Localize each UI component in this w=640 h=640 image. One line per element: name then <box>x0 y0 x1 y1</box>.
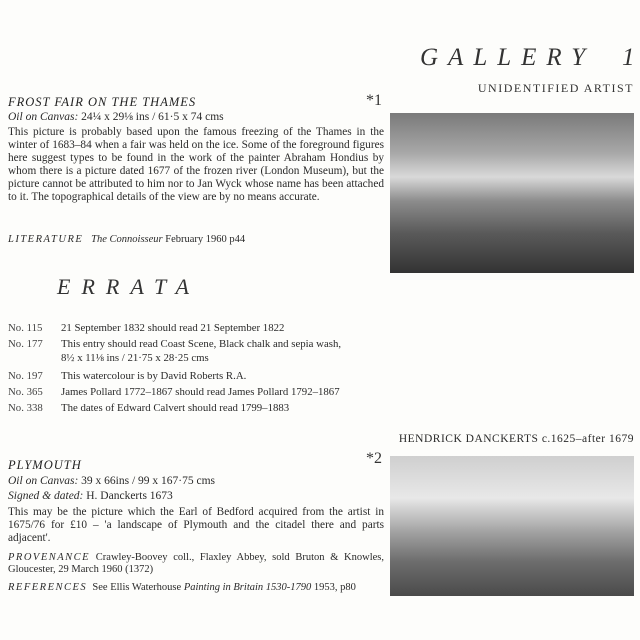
literature-journal: The Connoisseur <box>91 234 163 245</box>
entry2-number: *2 <box>366 450 382 467</box>
frost-fair-painting <box>390 113 634 273</box>
errata-heading: ERRATA <box>57 274 200 299</box>
entry1-artist: UNIDENTIFIED ARTIST <box>477 81 634 95</box>
entry1-medium <box>8 111 224 124</box>
errata-text: James Pollard 1772–1867 should read James Pollard 1792–1867 <box>61 386 340 398</box>
entry2-title: PLYMOUTH <box>8 458 82 472</box>
artist-name: HENDRICK DANCKERTS <box>398 433 539 445</box>
references-pre: See Ellis Waterhouse <box>92 582 182 593</box>
entry1-description: This picture is probably based upon the famous freezing of the Thames in the winter of 1683–84 when a fair was held on the ice. Some of the foreground figures here suggest types to be found in the work of the painter Abraham Hondius by whom there is a picture dated 1677 of the frozen river (London Museum), but the picture cannot be attributed to him nor to Jan Wyck whose name has been attached to it. The topographical details of the view are by no means accurate. <box>8 126 384 203</box>
errata-text: 21 September 1832 should read 21 September 1822 <box>61 322 285 334</box>
entry2-provenance <box>8 552 384 576</box>
medium-value: 24¼ x 29⅛ ins / 61·5 x 74 cms <box>81 111 224 123</box>
references-book: Painting in Britain 1530-1790 <box>183 582 312 593</box>
provenance-text: Crawley-Boovey coll., Flaxley Abbey, sold Bruton & Knowles, Gloucester, 29 March 1960 (1372) <box>8 552 385 575</box>
gallery-heading: GALLERY <box>420 44 596 71</box>
artist-dates: c.1625–after 1679 <box>541 433 634 445</box>
entry2-artist <box>399 433 634 446</box>
entry2-description: This may be the picture which the Earl of Bedford acquired from the artist in 1675/76 for £10 – 'a landscape of Plymouth and the citadel there and parts adjacent'. <box>8 506 384 544</box>
entry1-literature <box>8 234 245 246</box>
signed-value: H. Danckerts 1673 <box>86 490 173 502</box>
errata-text: The dates of Edward Calvert should read 1799–1883 <box>61 402 290 414</box>
provenance-label: PROVENANCE <box>8 552 91 563</box>
errata-text: This watercolour is by David Roberts R.A. <box>61 370 247 382</box>
medium-label: Oil on Canvas: <box>8 475 79 487</box>
entry1-number: *1 <box>366 92 382 109</box>
literature-label: LITERATURE <box>8 234 84 245</box>
errata-text-cont: 8½ x 11⅛ ins / 21·75 x 28·25 cms <box>61 352 209 364</box>
errata-no: No. 365 <box>8 386 43 398</box>
entry2-references <box>8 582 356 594</box>
gallery-number: 1 <box>622 44 635 71</box>
signed-label: Signed & dated: <box>8 490 84 502</box>
plymouth-painting <box>390 456 634 596</box>
errata-no: No. 338 <box>8 402 43 414</box>
errata-no: No. 197 <box>8 370 43 382</box>
entry2-signed <box>8 490 173 503</box>
entry1-title: FROST FAIR ON THE THAMES <box>8 95 197 109</box>
literature-ref: February 1960 p44 <box>165 234 246 245</box>
medium-label: Oil on Canvas: <box>8 111 79 123</box>
references-label: REFERENCES <box>8 582 88 593</box>
errata-no: No. 115 <box>8 322 43 334</box>
entry2-medium <box>8 475 215 488</box>
errata-text: This entry should read Coast Scene, Black chalk and sepia wash, <box>61 338 342 350</box>
references-post: 1953, p80 <box>313 582 356 593</box>
errata-no: No. 177 <box>8 338 43 350</box>
medium-value: 39 x 66ins / 99 x 167·75 cms <box>81 475 216 487</box>
